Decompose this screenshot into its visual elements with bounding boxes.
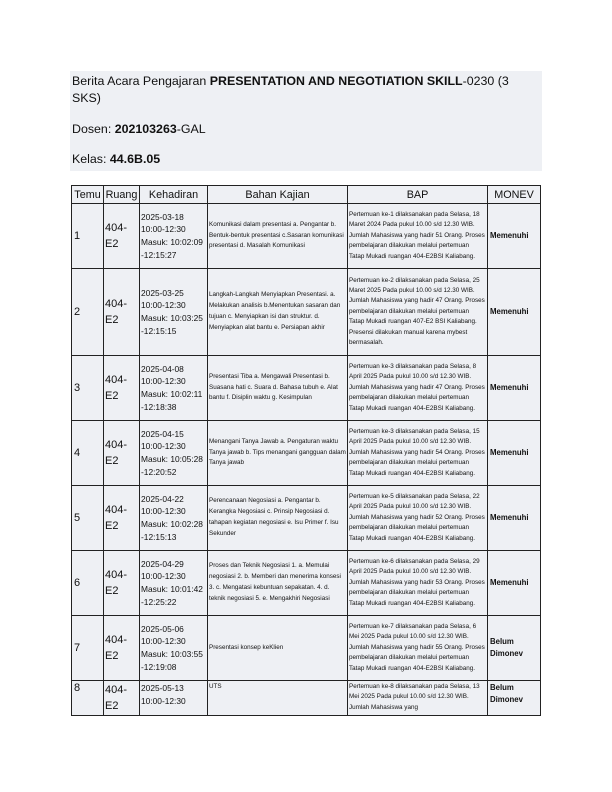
cell-ruang: 404-E2: [104, 421, 140, 486]
cell-bap: Pertemuan ke-5 dilaksanakan pada Selasa, 22 April 2025 Pada pukul 10.00 s/d 12.30 WIB. Jumlah Mahasiswa yang hadir 52 Orang. Proses pembelajaran dilakukan melalui pertemuan Tatap Mukadi ruangan 404-E2BSI Kaliabang.: [348, 486, 488, 551]
cell-kehadiran: [140, 204, 208, 269]
cell-kehadiran: [140, 421, 208, 486]
table-row: [72, 204, 541, 269]
cell-bahan-kajian: Presentasi Tiba a. Mengawali Presentasi b. Suasana hati c. Suara d. Bahasa tubuh e. Alat bantu f. Disiplin waktu g. Kesimpulan: [208, 356, 348, 421]
cell-ruang: 404-E2: [104, 204, 140, 269]
attendance-schedule: 10:00-12:30: [141, 376, 186, 387]
cell-monev: Memenuhi: [488, 421, 541, 486]
document-title: [72, 73, 540, 107]
attendance-checkin: Masuk: 10:02:09: [141, 237, 203, 247]
cell-kehadiran: [140, 269, 208, 356]
cell-temu: 5: [72, 486, 104, 551]
cell-temu: 6: [72, 551, 104, 616]
attendance-checkout: -12:20:52: [141, 466, 177, 477]
attendance-checkin: Masuk: 10:03:55: [141, 649, 203, 659]
title-prefix: Berita Acara Pengajaran: [72, 74, 210, 88]
document-header: [70, 71, 542, 171]
cell-monev: Memenuhi: [488, 204, 541, 269]
cell-bahan-kajian: Komunikasi dalam presentasi a. Pengantar b. Bentuk-bentuk presentasi c.Sasaran komunikasi presentasi d. Masalah Komunikasi: [208, 204, 348, 269]
attendance-schedule: 10:00-12:30: [141, 571, 186, 582]
cell-bap: Pertemuan ke-7 dilaksanakan pada Selasa, 6 Mei 2025 Pada pukul 10.00 s/d 12.30 WIB. Jumlah Mahasiswa yang hadir 55 Orang. Proses pembelajaran dilakukan melalui pertemuan Tatap Mukadi ruangan 404-E2BSI Kaliabang.: [348, 616, 488, 681]
attendance-date: 2025-04-15: [141, 428, 184, 439]
attendance-date: 2025-03-25: [141, 287, 184, 298]
cell-bahan-kajian: Perencanaan Negosiasi a. Pengantar b. Kerangka Negosiasi c. Prinsip Negosiasi d. tahapan kegiatan negosiasi e. Isu Primer f. Isu Sekunder: [208, 486, 348, 551]
cell-monev: Memenuhi: [488, 551, 541, 616]
cell-bap: Pertemuan ke-8 dilaksanakan pada Selasa, 13 Mei 2025 Pada pukul 10.00 s/d 12.30 WIB. Jumlah Mahasiswa yang: [348, 681, 488, 716]
attendance-date: 2025-04-08: [141, 363, 184, 374]
attendance-date: 2025-04-29: [141, 558, 184, 569]
cell-kehadiran: [140, 486, 208, 551]
cell-bahan-kajian: Menangani Tanya Jawab a. Pengaturan waktu Tanya jawab b. Tips menangani gangguan dalam Tanya jawab: [208, 421, 348, 486]
attendance-checkout: -12:15:27: [141, 249, 177, 260]
cell-bahan-kajian: Proses dan Teknik Negosiasi 1. a. Memulai negosiasi 2. b. Memberi dan menerima konsesi 3. c. Mengatasi kebuntuan sepakatan. 4. d. teknik negosiasi 5. e. Mengakhiri Negosiasi: [208, 551, 348, 616]
class-value: 44.6B.05: [109, 152, 161, 166]
attendance-checkout: -12:25:22: [141, 596, 177, 607]
cell-ruang: 404-E2: [104, 486, 140, 551]
cell-temu: 2: [72, 269, 104, 356]
table-row: [72, 421, 541, 486]
attendance-checkout: -12:19:08: [141, 661, 177, 672]
cell-bahan-kajian: Langkah-Langkah Menyiapkan Presentasi. a. Melakukan analisis b.Menentukan sasaran dan tujuan c. Menyiapkan isi dan struktur. d. Menyiapkan alat bantu e. Persiapan akhir: [208, 269, 348, 356]
lecturer-code: -GAL: [176, 122, 206, 136]
table-row: [72, 269, 541, 356]
lecturer-line: [72, 121, 540, 138]
attendance-checkout: -12:15:13: [141, 531, 177, 542]
cell-bap: Pertemuan ke-1 dilaksanakan pada Selasa, 18 Maret 2024 Pada pukul 10.00 s/d 12.30 WIB. Jumlah Mahasiswa yang hadir 51 Orang. Proses pembelajaran dilakukan melalui pertemuan Tatap Mukadi ruangan 404-E2BSI Kaliabang.: [348, 204, 488, 269]
table-row: [72, 356, 541, 421]
attendance-date: 2025-03-18: [141, 211, 184, 222]
attendance-schedule: 10:00-12:30: [141, 224, 186, 235]
attendance-checkout: -12:15:15: [141, 325, 177, 336]
lecturer-label: Dosen:: [72, 122, 115, 136]
lecturer-id: 202103263: [114, 122, 177, 136]
cell-bap: Pertemuan ke-6 dilaksanakan pada Selasa, 29 April 2025 Pada pukul 10.00 s/d 12.30 WIB. Jumlah Mahasiswa yang hadir 53 Orang. Proses pembelajaran dilakukan melalui pertemuan Tatap Mukadi ruangan 404-E2BSI Kaliabang.: [348, 551, 488, 616]
cell-monev: Memenuhi: [488, 269, 541, 356]
cell-kehadiran: [140, 616, 208, 681]
table-row: [72, 551, 541, 616]
attendance-schedule: 10:00-12:30: [141, 441, 186, 452]
col-bahan-kajian: Bahan Kajian: [208, 186, 348, 204]
cell-kehadiran: [140, 551, 208, 616]
table-header-row: [72, 186, 541, 204]
attendance-date: 2025-04-22: [141, 493, 184, 504]
attendance-checkin: Masuk: 10:02:28: [141, 519, 203, 529]
cell-bap: Pertemuan ke-3 dilaksanakan pada Selasa, 15 April 2025 Pada pukul 10.00 s/d 12.30 WIB. Jumlah Mahasiswa yang hadir 54 Orang. Proses pembelajaran dilakukan melalui pertemuan Tatap Mukadi ruangan 404-E2BSI Kaliabang.: [348, 421, 488, 486]
col-ruang: Ruang: [104, 186, 140, 204]
col-kehadiran: Kehadiran: [140, 186, 208, 204]
cell-monev: Belum Dimonev: [488, 616, 541, 681]
col-bap: BAP: [348, 186, 488, 204]
course-code: -0230 (3 SKS): [72, 74, 509, 105]
attendance-schedule: 10:00-12:30: [141, 506, 186, 517]
table-row: [72, 616, 541, 681]
cell-ruang: 404-E2: [104, 269, 140, 356]
cell-ruang: 404-E2: [104, 616, 140, 681]
cell-temu: 1: [72, 204, 104, 269]
attendance-checkout: -12:18:38: [141, 401, 177, 412]
cell-temu: 7: [72, 616, 104, 681]
class-line: [72, 151, 540, 168]
cell-kehadiran: [140, 356, 208, 421]
cell-bahan-kajian: UTS: [208, 681, 348, 716]
cell-temu: 8: [72, 681, 104, 716]
table-row: [72, 486, 541, 551]
cell-monev: Memenuhi: [488, 486, 541, 551]
cell-ruang: 404-E2: [104, 681, 140, 716]
col-monev: MONEV: [488, 186, 541, 204]
course-name: PRESENTATION AND NEGOTIATION SKILL: [209, 74, 463, 88]
attendance-checkin: Masuk: 10:03:25: [141, 313, 203, 323]
cell-ruang: 404-E2: [104, 356, 140, 421]
cell-temu: 3: [72, 356, 104, 421]
attendance-checkin: Masuk: 10:02:11: [141, 389, 203, 399]
attendance-checkin: Masuk: 10:05:28: [141, 454, 203, 464]
attendance-date: 2025-05-13: [141, 683, 184, 693]
cell-bahan-kajian: Presentasi konsep keKlien: [208, 616, 348, 681]
attendance-schedule: 10:00-12:30: [141, 636, 186, 647]
cell-ruang: 404-E2: [104, 551, 140, 616]
cell-temu: 4: [72, 421, 104, 486]
attendance-schedule: 10:00-12:30: [141, 695, 186, 706]
attendance-date: 2025-05-06: [141, 623, 184, 634]
cell-monev: Belum Dimonev: [488, 681, 541, 716]
col-temu: Temu: [72, 186, 104, 204]
cell-bap: Pertemuan ke-2 dilaksanakan pada Selasa, 25 Maret 2025 Pada pukul 10.00 s/d 12.30 WIB. Jumlah Mahasiswa yang hadir 47 Orang. Proses pembelajaran dilakukan melalui pertemuan Tatap Mukadi ruangan 407-E2 BSI Kaliabang. Presensi dilakukan manual karena mybest bermasalah.: [348, 269, 488, 356]
cell-kehadiran: [140, 681, 208, 716]
table-row: [72, 681, 541, 716]
attendance-checkin: Masuk: 10:01:42: [141, 584, 203, 594]
attendance-schedule: 10:00-12:30: [141, 300, 186, 311]
cell-monev: Memenuhi: [488, 356, 541, 421]
teaching-record-table: [71, 185, 541, 716]
class-label: Kelas:: [72, 152, 110, 166]
cell-bap: Pertemuan ke-3 dilaksanakan pada Selasa, 8 April 2025 Pada pukul 10.00 s/d 12.30 WIB. Jumlah Mahasiswa yang hadir 47 Orang. Proses pembelajaran dilakukan melalui pertemuan Tatap Mukadi ruangan 404-E2BSI Kaliabang.: [348, 356, 488, 421]
